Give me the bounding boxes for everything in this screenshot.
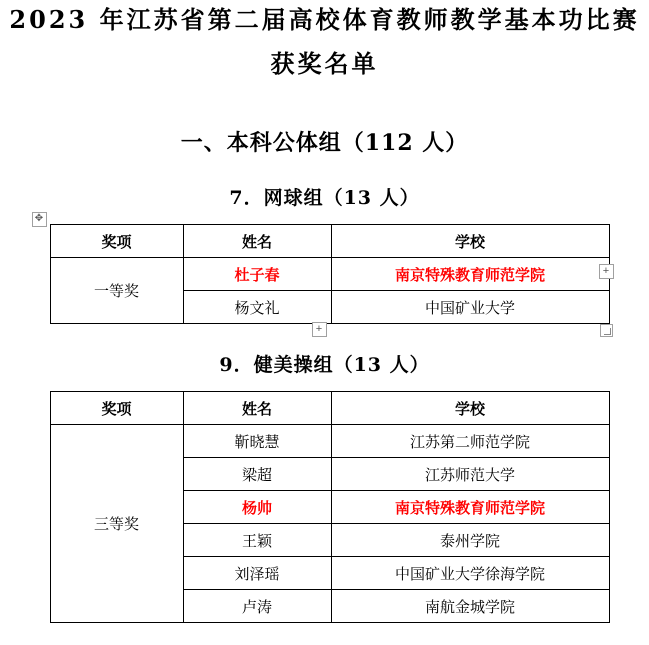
table-add-column-icon[interactable]: +: [599, 264, 614, 279]
table-row: [50, 425, 609, 458]
table-row: [50, 258, 609, 291]
cell-school: 南航金城学院: [331, 590, 609, 623]
table-add-row-icon[interactable]: +: [312, 322, 327, 337]
column-header-school: 学校: [331, 392, 609, 425]
cell-award: 一等奖: [50, 258, 183, 324]
group-heading-aerobics: 9．健美操组（13 人）: [219, 354, 430, 376]
cell-name: 卢涛: [183, 590, 331, 623]
table-resize-handle-icon[interactable]: [600, 324, 613, 337]
cell-school: 南京特殊教育师范学院: [331, 491, 609, 524]
cell-school: 江苏师范大学: [331, 458, 609, 491]
cell-award: 三等奖: [50, 425, 183, 623]
cell-school: 中国矿业大学徐海学院: [331, 557, 609, 590]
document-title: [0, 0, 649, 82]
column-header-name: 姓名: [183, 225, 331, 258]
column-header-award: 奖项: [50, 392, 183, 425]
award-table-tennis-wrapper: [34, 213, 610, 335]
column-header-award: 奖项: [50, 225, 183, 258]
cell-school: 江苏第二师范学院: [331, 425, 609, 458]
cell-name: 杨帅: [183, 491, 331, 524]
award-table-aerobics: [50, 391, 610, 623]
column-header-name: 姓名: [183, 392, 331, 425]
document-title-line-1: 2023 年江苏省第二届高校体育教师教学基本功比赛: [9, 5, 640, 34]
cell-name: 王颖: [183, 524, 331, 557]
table-header-row: [50, 225, 609, 258]
section-heading: 一、本科公体组（112 人）: [180, 130, 469, 156]
award-table-aerobics-wrapper: [50, 391, 600, 623]
cell-name: 杜子春: [183, 258, 331, 291]
table-header-row: [50, 392, 609, 425]
cell-name: 靳晓慧: [183, 425, 331, 458]
cell-school: 中国矿业大学: [331, 291, 609, 324]
table-move-handle-icon[interactable]: ✥: [32, 212, 47, 227]
cell-school: 南京特殊教育师范学院: [331, 258, 609, 291]
cell-name: 杨文礼: [183, 291, 331, 324]
document-title-line-2: 获奖名单: [270, 49, 379, 78]
cell-school: 泰州学院: [331, 524, 609, 557]
cell-name: 刘泽瑶: [183, 557, 331, 590]
group-heading-tennis: 7．网球组（13 人）: [229, 187, 420, 209]
cell-name: 梁超: [183, 458, 331, 491]
award-table-tennis: [50, 224, 610, 324]
column-header-school: 学校: [331, 225, 609, 258]
